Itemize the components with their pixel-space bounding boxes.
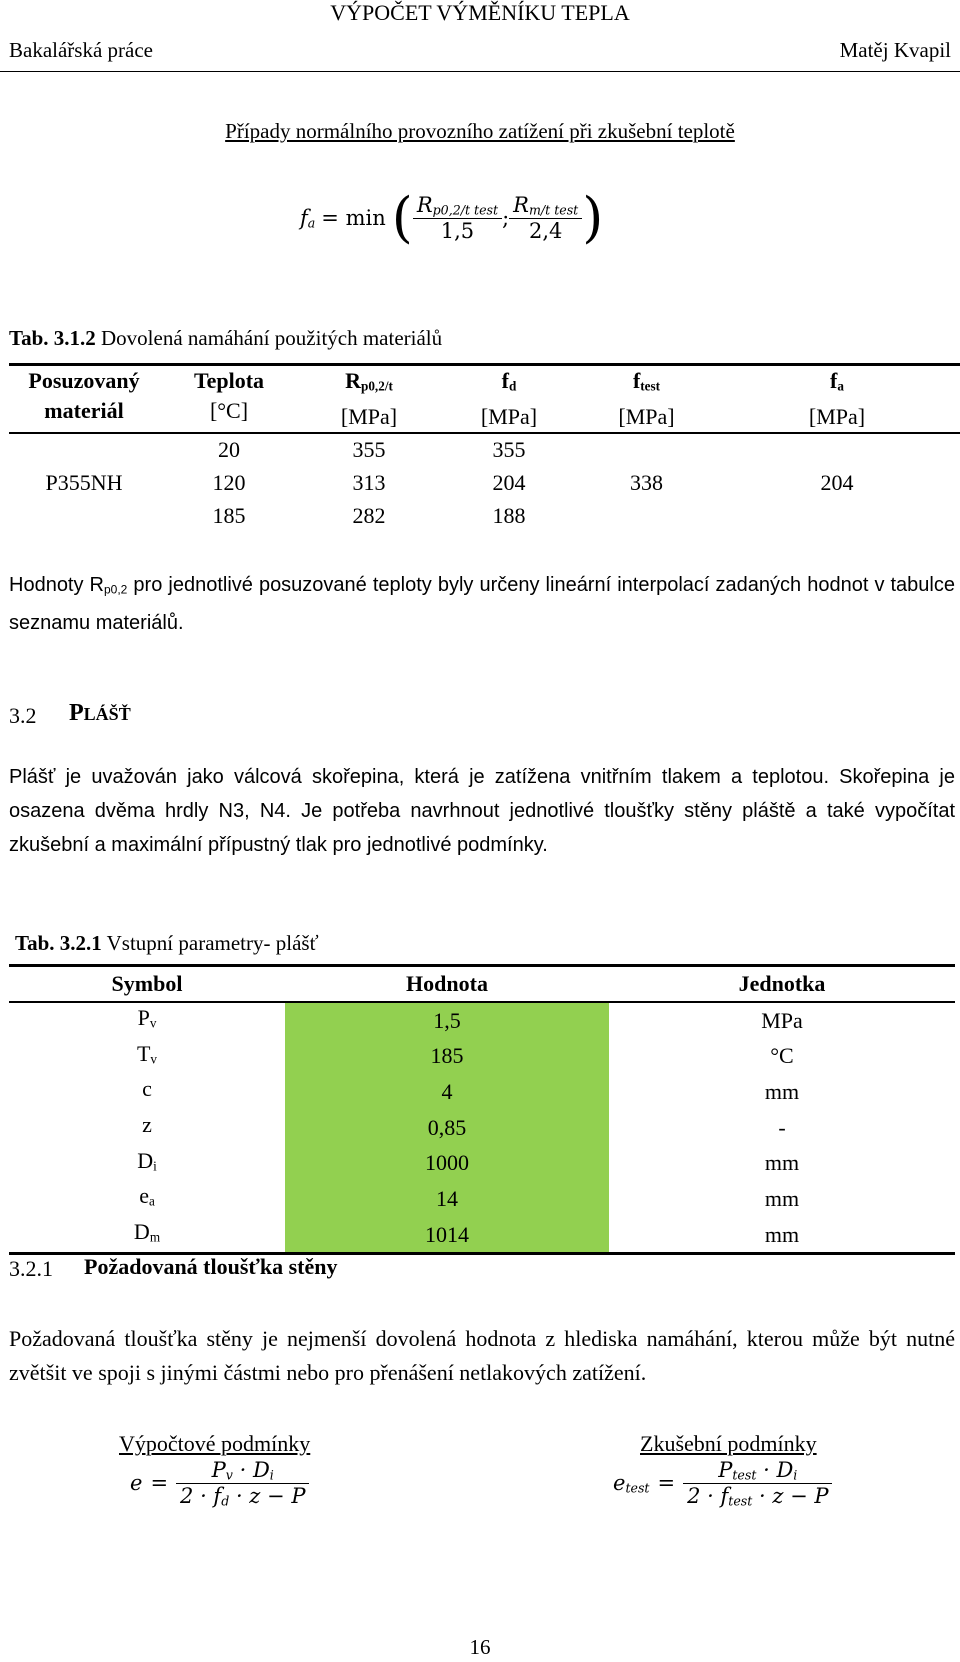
table1-rp-cell: 313 <box>352 470 386 496</box>
table2-value-cell: 185 <box>285 1039 609 1075</box>
formula-design-lhs: e <box>130 1471 143 1496</box>
table2-symbol-cell: z <box>142 1111 152 1137</box>
table2-header-unit: Jednotka <box>609 966 955 1003</box>
table1-fa-cell: 204 <box>820 470 854 496</box>
formula-design-thickness <box>130 1458 309 1509</box>
table-row <box>9 1217 955 1254</box>
section-3-2-title: PLÁŠŤ <box>69 700 131 726</box>
table2-symbol-cell: $P_v$ <box>137 1005 157 1031</box>
table-row <box>9 1002 955 1039</box>
subsection-heading: Případy normálního provozního zatížení při zkušební teplotě <box>225 119 735 143</box>
table1-temp-cell: 20 <box>218 437 240 463</box>
section-3-2-1-title: Požadovaná tloušťka stěny <box>84 1254 338 1279</box>
formula-design-eq: = <box>150 1471 169 1496</box>
table2-symbol-cell: $D_m$ <box>9 1217 285 1254</box>
formula-test-eq: = <box>657 1471 676 1496</box>
table2-symbol-cell: c <box>142 1076 152 1102</box>
table1-caption: Tab. 3.1.2 Dovolená namáhání použitých materiálů <box>9 326 443 350</box>
formula-fa <box>300 183 603 253</box>
table-row <box>9 1146 955 1182</box>
header-author: Matěj Kvapil <box>839 38 951 62</box>
section-3-2-1-number: 3.2.1 <box>9 1256 53 1281</box>
design-conditions-label: Výpočtové podmínky <box>119 1431 311 1456</box>
table2-unit-cell: - <box>778 1114 786 1140</box>
table2-symbol-cell: $e_a$ <box>139 1183 155 1209</box>
formula-fa-fraction2: $\frac{R_{m/t test}}{2,4}$ <box>509 193 582 243</box>
table1-rp-cell: 282 <box>352 503 386 529</box>
formula-test-fraction: $\frac{P_{test} \cdot D_i}{2 \cdot f_{test} \cdot z - P}$ <box>683 1458 832 1509</box>
section-3-2-1-paragraph: Požadovaná tloušťka stěny je nejmenší dovolená hodnota z hlediska namáhání, kterou může být nutné zvětšit ve spoji s jinými částmi nebo pro přenášení netlakových zatížení. <box>9 1326 955 1385</box>
page-number: 16 <box>469 1635 491 1659</box>
table-row <box>9 1181 955 1217</box>
input-parameters-table <box>9 964 955 1255</box>
table-row <box>9 1074 955 1110</box>
table-row <box>9 433 960 467</box>
table1-header-rp: $R_{p0,2/t}$ [MPa] <box>340 368 398 429</box>
table1-fd-cell: 355 <box>492 437 526 463</box>
table1-material-cell: P355NH <box>45 470 123 496</box>
formula-fa-paren-open: ( <box>391 186 413 249</box>
formula-design-fraction: $\frac{P_v \cdot D_i}{2 \cdot f_d \cdot z - P}$ <box>176 1458 309 1509</box>
header-divider <box>0 71 960 72</box>
section-3-2-paragraph: Plášť je uvažován jako válcová skořepina, která je zatížena vnitřním tlakem a teplotou. Skořepina je osazena dvěma hrdly N3, N4. Je potřeba navrhnout jednotlivé tloušťky stěny pláště a také vypočítat zkušební a maximální přípustný tlak pro jednotlivé podmínky. <box>9 766 955 856</box>
table1-header-fa: $f_a$ [MPa] <box>808 368 866 429</box>
section-3-2-number: 3.2 <box>9 703 37 728</box>
table-row <box>9 1039 955 1075</box>
formula-fa-separator: ; <box>502 206 510 230</box>
table2-symbol-cell: $T_v$ <box>136 1040 158 1067</box>
table2-value-cell: 1000 <box>285 1146 609 1182</box>
test-conditions-label: Zkušební podmínky <box>640 1431 817 1456</box>
table2-unit-cell: mm <box>609 1217 955 1254</box>
table2-header-value: Hodnota <box>285 966 609 1003</box>
document-running-title: VÝPOČET VÝMĚNÍKU TEPLA <box>330 0 630 25</box>
table1-rp-cell: 355 <box>352 437 386 463</box>
table1-ftest-cell: 338 <box>630 470 663 496</box>
table1-header-material: Posuzovaný materiál <box>28 368 140 423</box>
formula-test-lhs: $e_{test}$ <box>613 1471 650 1496</box>
table2-unit-cell: mm <box>764 1079 800 1105</box>
table2-caption: Tab. 3.2.1 Vstupní parametry- plášť <box>15 931 319 955</box>
formula-fa-fraction1: $\frac{R_{p0,2/t test}}{1,5}$ <box>413 193 502 243</box>
table-row <box>9 1110 955 1146</box>
table1-fd-cell: 204 <box>492 470 526 496</box>
table1-header-temperature: Teplota [°C] <box>193 368 265 423</box>
table2-header-symbol: Symbol <box>9 966 285 1003</box>
table2-value-cell: 4 <box>285 1074 609 1110</box>
table2-unit-cell: °C <box>770 1043 794 1069</box>
table2-unit-cell: mm <box>764 1150 800 1176</box>
interpolation-note: Hodnoty $R_{p0,2}$ pro jednotlivé posuzované teploty byly určeny lineární interpolací zadaných hodnot v tabulce seznamu materiálů. <box>9 574 955 635</box>
table2-value-cell: 1,5 <box>285 1002 609 1039</box>
table2-unit-cell: mm <box>764 1185 800 1211</box>
table1-temp-cell: 120 <box>212 470 246 496</box>
allowed-stress-table <box>9 363 960 533</box>
formula-fa-lhs: $f_a$ <box>300 205 316 231</box>
table2-symbol-cell: $D_i$ <box>137 1147 157 1174</box>
table2-value-cell: 1014 <box>285 1217 609 1254</box>
formula-fa-min: = min <box>321 206 386 230</box>
formula-test-thickness <box>613 1458 832 1509</box>
formula-fa-paren-close: ) <box>582 186 604 249</box>
table1-header-ftest: $f_{test}$ [MPa] <box>618 368 675 429</box>
table1-temp-cell: 185 <box>212 503 246 529</box>
table2-value-cell: 14 <box>285 1181 609 1217</box>
table1-header-fd: $f_d$ [MPa] <box>480 368 538 429</box>
table1-fd-cell: 188 <box>492 503 526 529</box>
header-left-text: Bakalářská práce <box>9 38 153 62</box>
table2-unit-cell: MPa <box>761 1007 803 1033</box>
table2-value-cell: 0,85 <box>285 1110 609 1146</box>
